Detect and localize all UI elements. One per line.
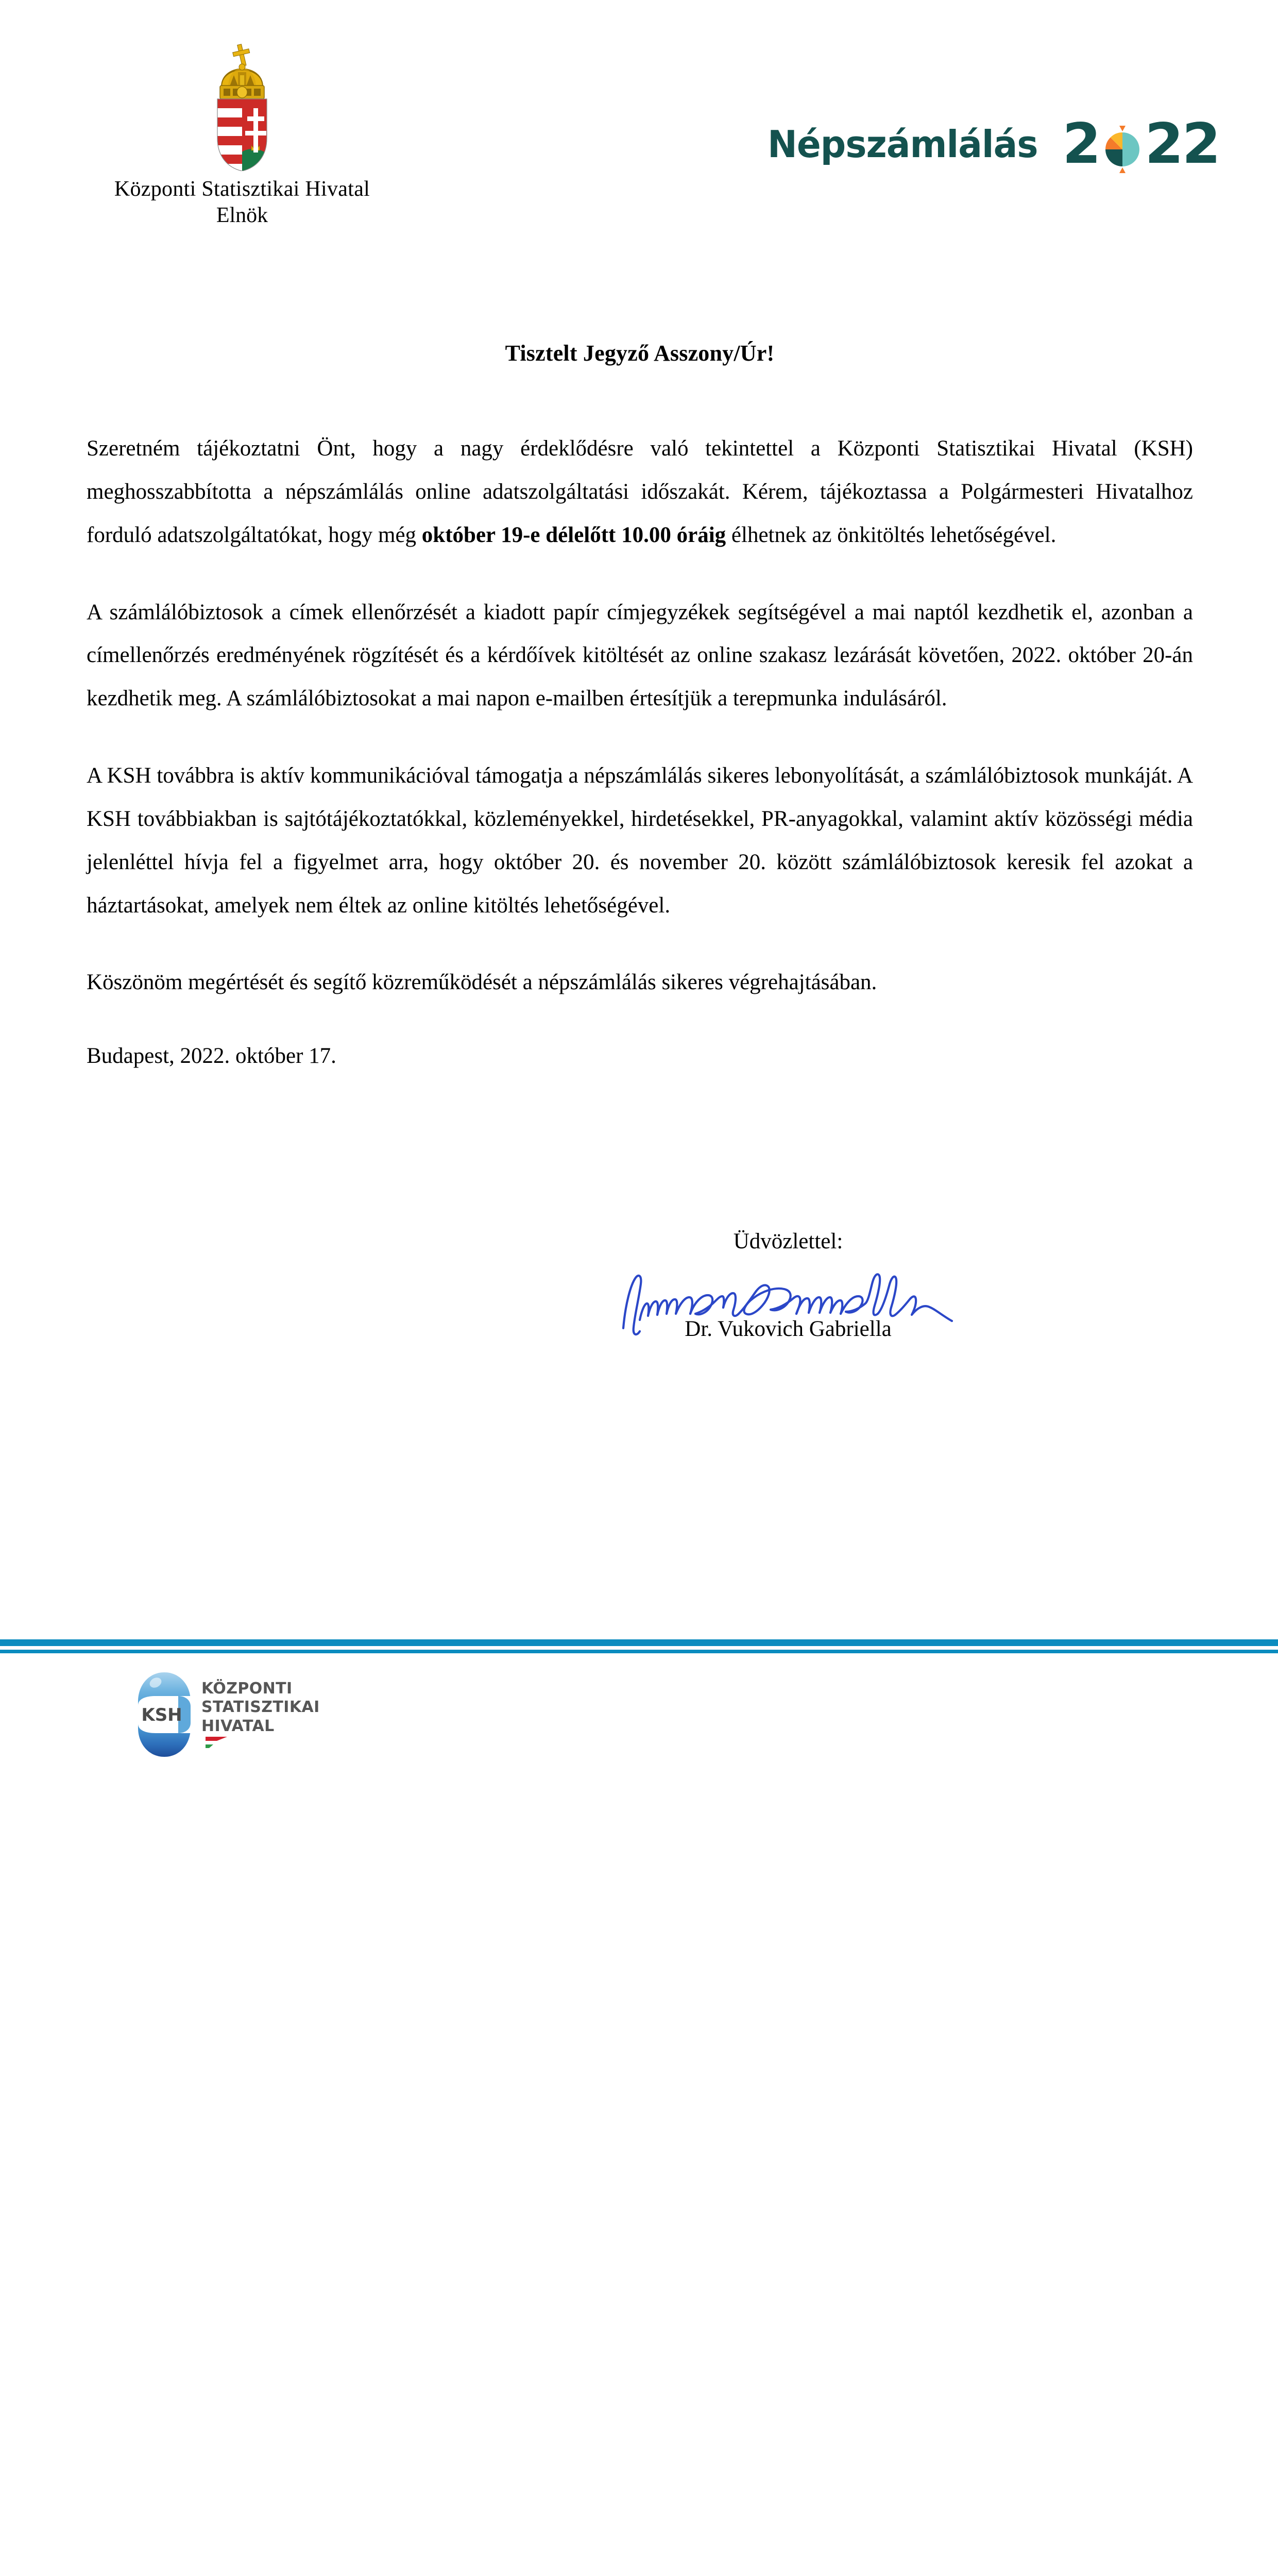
signer-name: Dr. Vukovich Gabriella [685,1317,892,1342]
letter-salutation-title: Tisztelt Jegyző Asszony/Úr! [505,341,775,366]
svg-text:KSH: KSH [141,1705,182,1725]
signature-block [592,1226,984,1344]
ksh-footer-logo [135,1669,320,1759]
census-year-digit-last: 22 [1145,112,1219,176]
census-2022-logo [768,111,1219,178]
page-footer [0,1669,1278,1772]
footer-rule-gap [0,1646,1278,1650]
footer-divider [0,1639,1278,1653]
paragraph-1 [87,427,1193,557]
paragraph-1-text-after-bold: élhetnek az önkitöltés lehetőségével. [726,522,1057,547]
ksh-logo-line-3-wrap [201,1717,320,1750]
paragraph-1-text-before-bold: Szeretném tájékoztatni Önt, hogy a nagy érdeklődésre való tekintettel a Központi Statisztikai Hivatal (KSH) meghosszabbította a népszámlálás online adatszolgáltatási időszakát. Kérem, tájékoztassa a Polgármesteri Hivatalhoz forduló adatszolgáltatókat, hogy még [87,436,1193,547]
ksh-logo-wordmark [201,1680,320,1750]
letter-date-line: Budapest, 2022. október 17. [87,1044,336,1069]
page-header [0,0,1278,258]
hungary-coat-of-arms-icon [206,36,278,171]
paragraph-3: A KSH továbbra is aktív kommunikációval támogatja a népszámlálás sikeres lebonyolítását, a számlálóbiztosok munkáját. A KSH továbbiakban is sajtótájékoztatókkal, közleményekkel, hirdetésekkel, PR-anyagokkal, valamint aktív közösségi média jelenléttel hívja fel a figyelmet arra, hogy október 20. és november 20. között számlálóbiztosok keresik fel azokat a háztartásokat, amelyek nem éltek az online kitöltés lehetőségével. [87,764,1193,918]
hungarian-flag-chevron-icon [205,1736,228,1749]
paragraph-1-deadline-bold: október 19-e délelőtt 10.00 óráig [421,522,726,547]
paragraph-2: A számlálóbiztosok a címek ellenőrzését a kiadott papír címjegyzékek segítségével a mai naptól kezdhetik el, azonban a címellenőrzés eredményének rögzítését és a kérdőívek kitöltését az online szakasz lezárását követően, 2022. október 20-án kezdhetik meg. A számlálóbiztosokat a mai napon e-mailben értesítjük a terepmunka indulásáról. [87,600,1193,711]
census-logo-wordmark: Népszámlálás [768,123,1038,166]
ksh-sphere-icon [135,1669,194,1759]
organization-name: Központi Statisztikai Hivatal [114,177,370,201]
ksh-logo-line-1: KÖZPONTI [201,1679,293,1698]
census-logo-year [1062,111,1219,178]
signature-greeting: Üdvözlettel: [733,1229,843,1253]
ksh-logo-line-3: HIVATAL [201,1717,275,1735]
census-year-digit-first: 2 [1062,112,1100,176]
footer-rule-thin [0,1650,1278,1653]
organization-identity [77,36,407,229]
ksh-logo-line-2: STATISZTIKAI [201,1698,320,1717]
footer-rule-thick [0,1639,1278,1646]
organization-role: Elnök [216,204,268,228]
pie-chart-zero-icon [1101,123,1144,166]
paragraph-4: Köszönöm megértését és segítő közreműködését a népszámlálás sikeres végrehajtásában. [87,970,877,995]
letter-body [87,319,1193,1077]
